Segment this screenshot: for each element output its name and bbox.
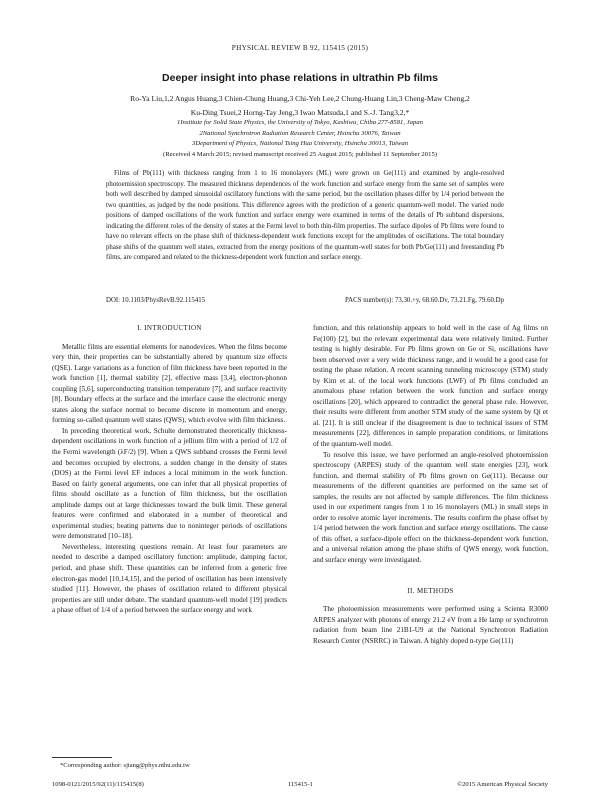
page-footer xyxy=(52,781,548,788)
pacs-numbers: PACS number(s): 73.30.+y, 68.60.Dv, 73.21.Fg, 79.60.Dp xyxy=(345,297,504,304)
intro-paragraph-3: Nevertheless, interesting questions remain. At least four parameters are needed to describe a damped oscillatory function: amplitude, damping factor, period, and phase shift. These quantities can be inferred from a generic free electron-gas model [10,14,15], and the period of oscillation has been intensively studied [11]. However, the phases of oscillation related to different physical properties are still under debate. The standard quantum-well model [19] predicts a phase offset of 1/4 of a period between the surface energy and work xyxy=(52,542,287,615)
authors-line-1: Ro-Ya Liu,1,2 Angus Huang,3 Chien-Chung Huang,3 Chi-Yeh Lee,2 Chung-Huang Lin,3 Cheng-Maw Cheng,2 xyxy=(130,94,470,103)
methods-paragraph-1: The photoemission measurements were performed using a Scienta R3000 ARPES analyzer with photons of energy 21.2 eV from a He lamp or synchrotron radiation from beam line 21B1-U9 at the National Synchrotron Radiation Research Center (NSRRC) in Taiwan. A highly doped n-type Ge(111) xyxy=(313,605,548,645)
footer-issn: 1098-0121/2015/92(11)/115415(8) xyxy=(52,781,144,788)
received-dates: (Received 4 March 2015; revised manuscript received 25 August 2015; published 11 September 2015) xyxy=(162,150,438,158)
left-column xyxy=(52,323,287,616)
affiliation-3: 3Department of Physics, National Tsing Hua University, Hsinchu 30013, Taiwan xyxy=(191,140,409,147)
footer-copyright: ©2015 American Physical Society xyxy=(457,781,548,788)
right-column xyxy=(313,323,548,646)
paper-title: Deeper insight into phase relations in ultrathin Pb films xyxy=(162,72,438,84)
section-heading-methods: II. METHODS xyxy=(407,586,454,595)
affiliations xyxy=(60,118,540,160)
intro-paragraph-5: To resolve this issue, we have performed an angle-resolved photoemission spectroscopy (ARPES) study of the quantum well state energies [23], work function, and thermal stability of Pb films grown on Ge(111). Because our measurements of the different quantities are performed on the same set of samples, the results are not affected by sample differences. The film thickness used in our experiment ranges from 1 to 16 monolayers (ML) in small steps in order to resolve atomic layer increments. The results confirm the phase offset by 1/4 period between the work function and surface energy oscillations. The cause of this offset, a surface-dipole effect on the thickness-dependent work function, and a universal relation among the phase shifts of QWS energy, work function, and surface energy were investigated. xyxy=(313,450,548,565)
section-heading-introduction: I. INTRODUCTION xyxy=(137,324,202,332)
abstract: Films of Pb(111) with thickness ranging from 1 to 16 monolayers (ML) were grown on Ge(111) and examined by angle-resolved photoemission spectroscopy. The measured thickness dependences of the work function and surface energy from the same set of samples were both well described by damped sinusoidal oscillatory functions with the same period, but the oscillation phases differ by 1/4 period between the two quantities, as judged by the node positions. This difference agrees with the prediction of a generic quantum-well model. The varied node positions of damped oscillations of the work function and surface energy were examined in terms of the details of Pb subband dispersions, indicating the different roles of the density of states at the Fermi level to both thin-film properties. The surface dipoles of Pb films were found to have no relevant effects on the phase shift of thickness-dependent work functions except for the amplitudes of oscillations. The total boundary phase shifts of the quantum well states, extracted from the energy positions of the quantum-well states for both Pb/Ge(111) and freestanding Pb films, are compared and related to the thickness-dependent work function and surface energy. xyxy=(106,170,504,261)
footer-page-number: 115415-1 xyxy=(287,781,313,788)
doi-link[interactable]: DOI: 10.1103/PhysRevB.92.115415 xyxy=(106,297,206,304)
corresponding-author-footnote: *Corresponding author: sjtang@phys.nthu.edu.tw xyxy=(60,762,190,769)
authors-line-2: Ku-Ding Tsuei,2 Horng-Tay Jeng,3 Iwao Matsuda,1 and S.-J. Tang3,2,* xyxy=(190,107,410,117)
affiliation-1: 1Institute for Solid State Physics, the University of Tokyo, Kashiwa, Chiba 277-8581, Japan xyxy=(176,119,424,126)
intro-paragraph-2: In preceding theoretical work, Schulte demonstrated theoretically thickness-dependent oscillations in work function of a jellium film with a period of 1/2 of the Fermi wavelength (λF/2) [9]. When a QWS subband crosses the Fermi level and becomes occupied by electrons, a sudden change in the density of states (DOS) at the Fermi level EF induces a local minimum in the work function. Based on fairly general arguments, one can infer that all physical properties of films should oscillate as a function of film thickness, but the oscillation amplitude damps out at large thicknesses toward the bulk limit. These general features were confirmed and elaborated in a number of theoretical and experimental studies; beating patterns due to noninteger periods of oscillations were demonstrated [10–18]. xyxy=(52,426,287,541)
intro-paragraph-1: Metallic films are essential elements for nanodevices. When the films become very thin, their properties can be substantially altered by quantum size effects (QSE). Large variations as a function of film thickness have been reported in the work function [1], thermal stability [2], effective mass [3,4], electron-phonon coupling [5,6], superconducting transition temperature [7], and surface reactivity [8]. Boundary effects at the surface and the interface cause the electronic energy states along the surface normal to become discrete in momentum and energy, forming so-called quantum well states (QWS), which evolve with film thickness. xyxy=(52,342,287,425)
journal-header: PHYSICAL REVIEW B 92, 115415 (2015) xyxy=(231,44,369,52)
intro-paragraph-4: function, and this relationship appears to hold well in the case of Ag films on Fe(100) [2], but the relevant experimental data were relatively limited. Further testing is highly desirable. For Pb films grown on Ge or Si, oscillations have been observed over a very wide thickness range, and it would be a good case for testing the phase relation. A recent scanning tunneling microscopy (STM) study by Kim et al. of the local work functions (LWF) of Pb films concluded an anomalous phase relation between the work function and surface energy oscillations [20], which appeared to contradict the general phase rule. However, their results were different from another STM study of the same system by Qi et al. [21]. It is still unclear if the disagreement is due to technical issues of STM measurements [22], differences in sample preparation conditions, or limitations of the quantum-well model. xyxy=(313,324,548,449)
doi-pacs-row xyxy=(106,297,504,304)
affiliation-2: 2National Synchrotron Radiation Research Center, Hsinchu 30076, Taiwan xyxy=(199,129,401,137)
author-list xyxy=(80,92,520,119)
footnote-divider xyxy=(52,757,112,758)
